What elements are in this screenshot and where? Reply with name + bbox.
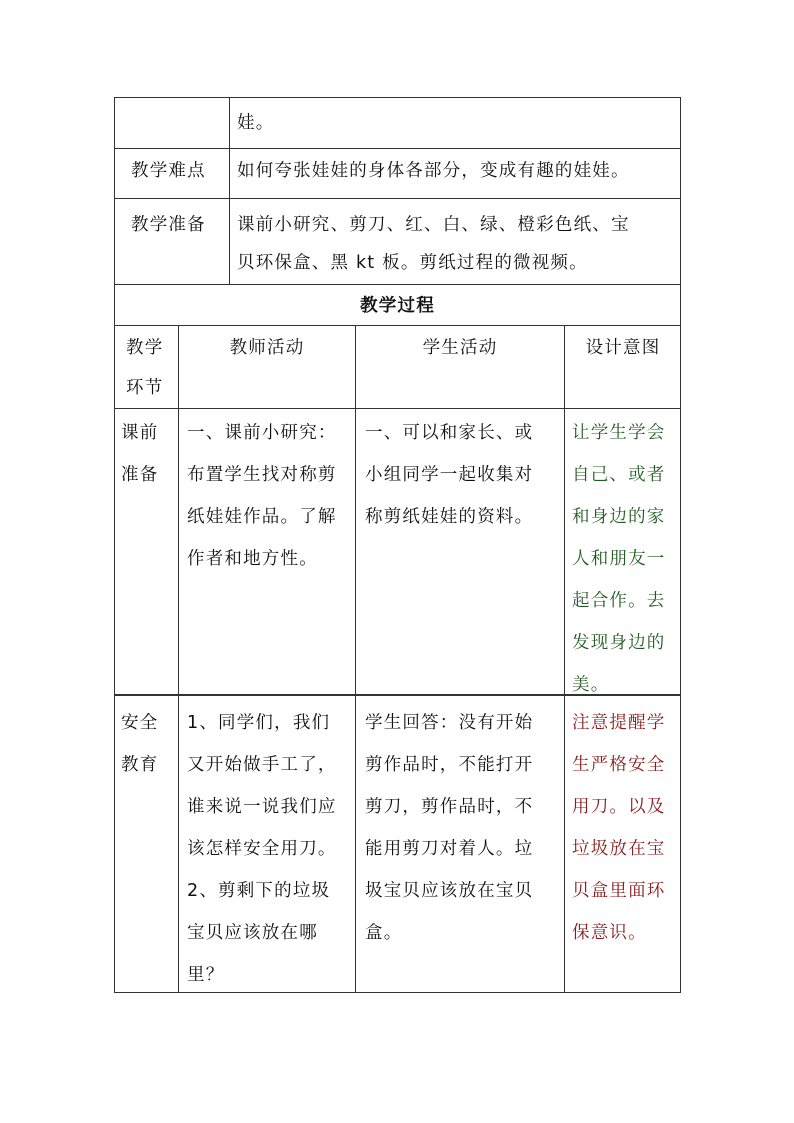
student-activity-line: 剪刀，剪作品时，不 bbox=[365, 797, 534, 817]
table-row-difficulty bbox=[114, 149, 681, 199]
preparation-text-line1: 课前小研究、剪刀、红、白、绿、橙彩色纸、宝 bbox=[237, 215, 630, 235]
table-row-pre-class bbox=[114, 409, 681, 696]
header-stage-line2: 环节 bbox=[126, 378, 164, 398]
teacher-activity-line: 宝贝应该放在哪 bbox=[187, 923, 318, 943]
stage-pre-class-line2: 准备 bbox=[121, 465, 159, 485]
design-intent-line: 贝盒里面环 bbox=[572, 881, 666, 901]
student-activity-line: 能用剪刀对着人。垃 bbox=[365, 839, 534, 859]
design-intent-line: 和身边的家 bbox=[572, 507, 666, 527]
student-activity-line: 盒。 bbox=[365, 923, 403, 943]
header-student-activity: 学生活动 bbox=[422, 338, 498, 358]
design-intent-line: 垃圾放在宝 bbox=[572, 839, 666, 859]
teacher-activity-line: 里？ bbox=[187, 965, 225, 985]
teacher-activity-line: 又开始做手工了， bbox=[187, 755, 337, 775]
design-intent-line: 起合作。去 bbox=[572, 591, 666, 611]
difficulty-label: 教学难点 bbox=[131, 161, 206, 181]
preparation-label: 教学准备 bbox=[131, 215, 206, 235]
student-activity-line: 圾宝贝应该放在宝贝 bbox=[365, 881, 534, 901]
design-intent-line: 自己、或者 bbox=[572, 465, 666, 485]
header-teacher-activity: 教师活动 bbox=[229, 338, 305, 358]
student-activity-line: 小组同学一起收集对 bbox=[365, 465, 534, 485]
table-row-process-title bbox=[114, 285, 681, 326]
design-intent-line: 发现身边的 bbox=[572, 633, 666, 653]
teacher-activity-line: 谁来说一说我们应 bbox=[187, 797, 337, 817]
stage-safety-line1: 安全 bbox=[121, 713, 159, 733]
header-design-intent: 设计意图 bbox=[585, 338, 661, 358]
preparation-text-line2: 贝环保盒、黑 kt 板。剪纸过程的微视频。 bbox=[237, 253, 588, 273]
teacher-activity-line: 2、剪剩下的垃圾 bbox=[187, 881, 331, 901]
teacher-activity-line: 纸娃娃作品。了解 bbox=[187, 507, 337, 527]
process-title: 教学过程 bbox=[360, 296, 435, 316]
stage-safety-line2: 教育 bbox=[121, 755, 159, 775]
design-intent-line: 注意提醒学 bbox=[572, 713, 666, 733]
design-intent-line: 用刀。以及 bbox=[572, 797, 666, 817]
difficulty-text: 如何夸张娃娃的身体各部分，变成有趣的娃娃。 bbox=[237, 161, 630, 181]
teacher-activity-line: 布置学生找对称剪 bbox=[187, 465, 337, 485]
student-activity-line: 剪作品时，不能打开 bbox=[365, 755, 534, 775]
design-intent-line: 人和朋友一 bbox=[572, 549, 666, 569]
design-intent-line: 美。 bbox=[572, 675, 610, 695]
table-row-continuation bbox=[114, 97, 681, 149]
lesson-plan-table bbox=[114, 97, 681, 993]
teacher-activity-line: 一、课前小研究： bbox=[187, 423, 337, 443]
continuation-text: 娃。 bbox=[237, 113, 275, 133]
header-stage-line1: 教学 bbox=[126, 338, 164, 358]
design-intent-line: 让学生学会 bbox=[572, 423, 666, 443]
table-row-headers bbox=[114, 326, 681, 409]
teacher-activity-line: 作者和地方性。 bbox=[187, 549, 318, 569]
teacher-activity-line: 该怎样安全用刀。 bbox=[187, 839, 337, 859]
student-activity-line: 称剪纸娃娃的资料。 bbox=[365, 507, 534, 527]
student-activity-line: 一、可以和家长、或 bbox=[365, 423, 534, 443]
student-activity-line: 学生回答：没有开始 bbox=[365, 713, 534, 733]
teacher-activity-line: 1、同学们，我们 bbox=[187, 713, 331, 733]
design-intent-line: 生严格安全 bbox=[572, 755, 666, 775]
table-row-safety bbox=[114, 696, 681, 993]
table-row-preparation bbox=[114, 199, 681, 285]
design-intent-line: 保意识。 bbox=[572, 923, 647, 943]
stage-pre-class-line1: 课前 bbox=[121, 423, 159, 443]
